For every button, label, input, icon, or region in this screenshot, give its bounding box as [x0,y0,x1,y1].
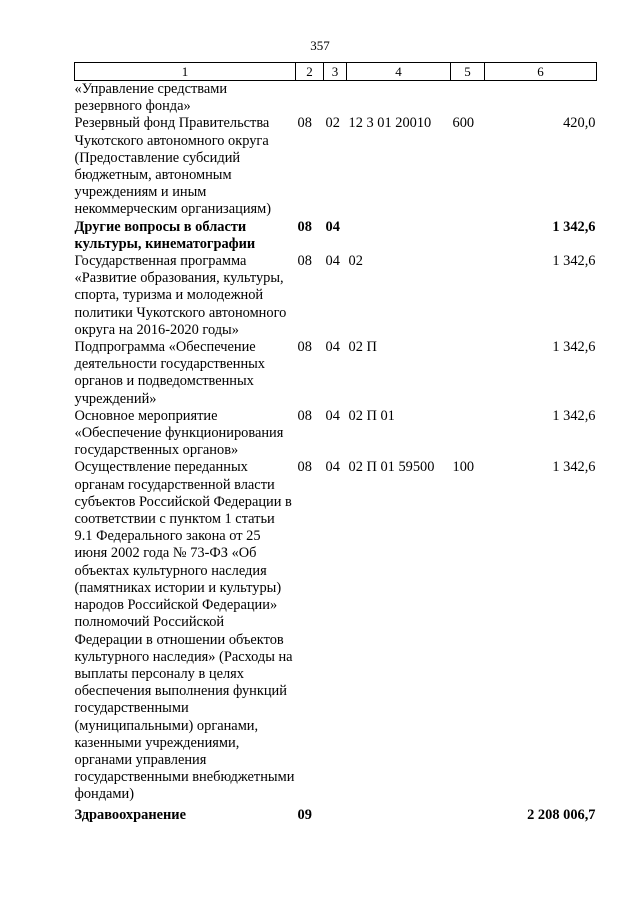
row-type: 600 [452,115,475,132]
row-target: 02 П 01 59500 [348,459,435,476]
row-subsection: 04 [325,407,340,424]
row-section: 08 [297,253,312,270]
row-name: Здравоохранение [74,806,186,823]
row-name: Другие вопросы в области культуры, кинематографии [74,218,256,252]
header-col-2: 2 [296,63,324,81]
row-type [451,253,485,339]
header-row [75,63,597,81]
table-row [75,219,597,253]
row-amount: 1 342,6 [552,218,596,235]
row-target: 02 П 01 [348,407,395,424]
row-subsection: 04 [325,459,340,476]
row-target: 12 3 01 20010 [348,115,432,132]
row-target [347,81,451,116]
row-subsection [324,804,347,824]
row-amount: 420,0 [563,115,596,132]
row-subsection: 04 [325,253,340,270]
row-section: 09 [297,806,312,823]
header-col-4: 4 [347,63,451,81]
table-row [75,459,597,803]
row-section [296,81,324,116]
row-subsection: 02 [325,115,340,132]
row-amount: 2 208 006,7 [527,806,596,823]
header-col-3: 3 [324,63,347,81]
row-target: 02 П [348,339,377,356]
row-type [451,408,485,460]
table-body [75,81,597,824]
row-type [451,219,485,253]
header-col-5: 5 [451,63,485,81]
row-subsection: 04 [325,218,340,235]
row-amount [485,81,597,116]
row-amount: 1 342,6 [552,253,596,270]
row-name: Государственная программа «Развитие образования, культуры, спорта, туризма и молодежной политики Чукотского автономного округа на 2016-2020 годы» [74,253,287,338]
header-col-1: 1 [75,63,296,81]
row-amount: 1 342,6 [552,407,596,424]
row-subsection [324,81,347,116]
row-type [451,81,485,116]
row-amount: 1 342,6 [552,459,596,476]
budget-table [74,62,597,824]
row-type [451,804,485,824]
row-subsection: 04 [325,339,340,356]
table-row [75,804,597,824]
row-name: «Управление средствами резервного фонда» [74,81,228,115]
row-name: Резервный фонд Правительства Чукотского автономного округа (Предоставление субсидий бюджетным, автономным учреждениям и иным некоммерческим организациям) [74,115,272,218]
row-target [347,804,451,824]
row-target: 02 [348,253,363,270]
row-section: 08 [297,407,312,424]
header-col-6: 6 [485,63,597,81]
row-type [451,339,485,408]
row-section: 08 [297,218,312,235]
row-name: Осуществление переданных органам государственной власти субъектов Российской Федерации в соответствии с пунктом 1 статьи 9.1 Федерального закона от 25 июня 2002 года № 73-ФЗ «Об объектах культурного наследия (памятниках истории и культуры) народов Российской Федерации» полномочий Российской Федерации в отношении объектов культурного наследия» (Расходы на выплаты персоналу в целях обеспечения выполнения функций государственными (муниципальными) органами, казенными учреждениями, органами управления государственными внебюджетными фондами) [74,459,295,803]
row-section: 08 [297,339,312,356]
table-header [75,63,597,81]
row-section: 08 [297,115,312,132]
row-section: 08 [297,459,312,476]
table-row [75,81,597,116]
page-number: 357 [310,38,330,53]
row-name: Основное мероприятие «Обеспечение функционирования государственных органов» [74,407,284,459]
table-row [75,408,597,460]
table-row [75,115,597,218]
row-amount: 1 342,6 [552,339,596,356]
row-name: Подпрограмма «Обеспечение деятельности государственных органов и подведомственных учреждений» [74,339,266,407]
row-target [347,219,451,253]
table-row [75,339,597,408]
table-row [75,253,597,339]
row-type: 100 [452,459,475,476]
